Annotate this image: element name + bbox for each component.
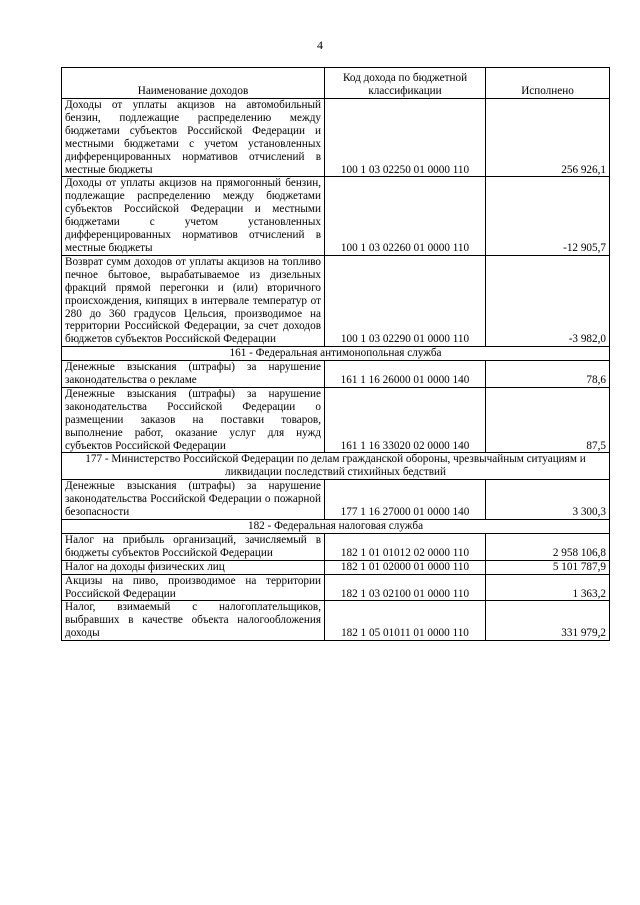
- revenue-code: 100 1 03 02260 01 0000 110: [325, 177, 486, 255]
- table-row: [62, 533, 610, 560]
- revenue-amount: 3 300,3: [486, 480, 610, 520]
- revenue-amount: 5 101 787,9: [486, 560, 610, 574]
- section-row: [62, 520, 610, 534]
- revenue-amount: -12 905,7: [486, 177, 610, 255]
- table-row: [62, 177, 610, 255]
- revenue-code: 182 1 01 01012 02 0000 110: [325, 533, 486, 560]
- revenue-amount: 78,6: [486, 361, 610, 388]
- section-row: [62, 453, 610, 480]
- table-row: [62, 560, 610, 574]
- revenue-table: [61, 67, 610, 641]
- revenue-name: Налог на доходы физических лиц: [62, 560, 325, 574]
- table-row: [62, 255, 610, 346]
- revenue-code: 100 1 03 02250 01 0000 110: [325, 99, 486, 177]
- table-row: [62, 387, 610, 453]
- table-header: [62, 68, 610, 99]
- revenue-amount: 2 958 106,8: [486, 533, 610, 560]
- revenue-name: Налог на прибыль организаций, зачисляемый в бюджеты субъектов Российской Федерации: [62, 533, 325, 560]
- table-row: [62, 601, 610, 641]
- section-title: 161 - Федеральная антимонопольная служба: [62, 347, 610, 361]
- section-title: 177 - Министерство Российской Федерации по делам гражданской обороны, чрезвычайным ситуациям и ликвидации последствий стихийных бедствий: [62, 453, 610, 480]
- revenue-code: 182 1 03 02100 01 0000 110: [325, 574, 486, 601]
- revenue-code: 177 1 16 27000 01 0000 140: [325, 480, 486, 520]
- table-body: [62, 99, 610, 641]
- header-amount: Исполнено: [486, 68, 610, 99]
- section-row: [62, 347, 610, 361]
- revenue-name: Доходы от уплаты акцизов на автомобильный бензин, подлежащие распределению между бюджетами субъектов Российской Федерации и местными бюджетами с учетом установленных дифференцированных нормативов отчислений в местные бюджеты: [62, 99, 325, 177]
- header-code: Код дохода по бюджетной классификации: [325, 68, 486, 99]
- revenue-code: 161 1 16 33020 02 0000 140: [325, 387, 486, 453]
- revenue-amount: -3 982,0: [486, 255, 610, 346]
- revenue-name: Денежные взыскания (штрафы) за нарушение законодательства о рекламе: [62, 361, 325, 388]
- header-name: Наименование доходов: [62, 68, 325, 99]
- revenue-amount: 87,5: [486, 387, 610, 453]
- table-row: [62, 99, 610, 177]
- table-row: [62, 361, 610, 388]
- revenue-amount: 256 926,1: [486, 99, 610, 177]
- revenue-code: 161 1 16 26000 01 0000 140: [325, 361, 486, 388]
- revenue-amount: 1 363,2: [486, 574, 610, 601]
- table-row: [62, 480, 610, 520]
- revenue-name: Денежные взыскания (штрафы) за нарушение законодательства Российской Федерации о размещении заказов на поставки товаров, выполнение работ, оказание услуг для нужд субъектов Российской Федерации: [62, 387, 325, 453]
- revenue-code: 100 1 03 02290 01 0000 110: [325, 255, 486, 346]
- revenue-code: 182 1 01 02000 01 0000 110: [325, 560, 486, 574]
- section-title: 182 - Федеральная налоговая служба: [62, 520, 610, 534]
- revenue-name: Денежные взыскания (штрафы) за нарушение законодательства Российской Федерации о пожарной безопасности: [62, 480, 325, 520]
- revenue-code: 182 1 05 01011 01 0000 110: [325, 601, 486, 641]
- page-number: 4: [317, 38, 323, 52]
- revenue-amount: 331 979,2: [486, 601, 610, 641]
- revenue-name: Налог, взимаемый с налогоплательщиков, выбравших в качестве объекта налогообложения доходы: [62, 601, 325, 641]
- table-row: [62, 574, 610, 601]
- revenue-name: Доходы от уплаты акцизов на прямогонный бензин, подлежащие распределению между бюджетами субъектов Российской Федерации и местными бюджетами с учетом установленных дифференцированных нормативов отчислений в местные бюджеты: [62, 177, 325, 255]
- revenue-name: Акцизы на пиво, производимое на территории Российской Федерации: [62, 574, 325, 601]
- revenue-name: Возврат сумм доходов от уплаты акцизов на топливо печное бытовое, вырабатываемое из дизельных фракций прямой перегонки и (или) вторичного происхождения, кипящих в интервале температур от 280 до 360 градусов Цельсия, производимое на территории Российской Федерации, за счет доходов бюджетов субъектов Российской Федерации: [62, 255, 325, 346]
